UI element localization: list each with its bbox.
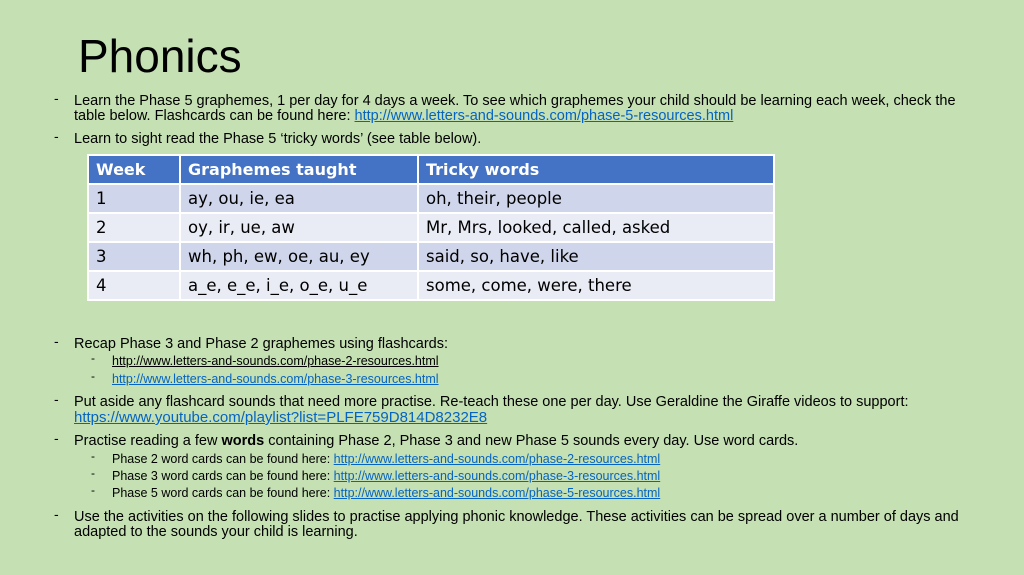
phase5-wordcards-link[interactable]: http://www.letters-and-sounds.com/phase-5-resources.html bbox=[333, 486, 661, 500]
sub-text: Phase 3 word cards can be found here: bbox=[112, 469, 334, 483]
cell-week: 2 bbox=[88, 213, 180, 242]
cell-graphemes: oy, ir, ue, aw bbox=[180, 213, 418, 242]
sub-bullet-phase5-wordcards bbox=[112, 486, 972, 500]
cell-tricky-words: some, come, were, there bbox=[418, 271, 774, 300]
bullet-tricky-words bbox=[74, 132, 974, 147]
bullet-activities bbox=[74, 510, 974, 540]
table-row bbox=[88, 184, 774, 213]
phase5-table bbox=[87, 154, 775, 301]
sub-bullet-phase3-flashcards bbox=[112, 372, 972, 386]
bullet-graphemes bbox=[74, 94, 974, 124]
bullet-text: Use the activities on the following slides to practise applying phonic knowledge. These activities can be spread over a number of days and adapted to the sounds your child is learning. bbox=[74, 509, 959, 540]
header-week: Week bbox=[88, 155, 180, 184]
cell-tricky-words: oh, their, people bbox=[418, 184, 774, 213]
cell-graphemes: wh, ph, ew, oe, au, ey bbox=[180, 242, 418, 271]
bullet-text: Put aside any flashcard sounds that need more practise. Re-teach these one per day. Use Geraldine the Giraffe videos to support: bbox=[74, 394, 909, 410]
slide-title: Phonics bbox=[78, 30, 242, 82]
sub-bullet-phase2-flashcards bbox=[112, 354, 972, 368]
table-row bbox=[88, 213, 774, 242]
cell-graphemes: a_e, e_e, i_e, o_e, u_e bbox=[180, 271, 418, 300]
bullet-text: Learn to sight read the Phase 5 ‘tricky words’ (see table below). bbox=[74, 131, 482, 147]
cell-week: 3 bbox=[88, 242, 180, 271]
youtube-playlist-link[interactable]: https://www.youtube.com/playlist?list=PLFE759D814D8232E8 bbox=[74, 409, 488, 426]
phase2-wordcards-link[interactable]: http://www.letters-and-sounds.com/phase-2-resources.html bbox=[333, 452, 661, 466]
cell-week: 1 bbox=[88, 184, 180, 213]
bullet-text-before: Practise reading a few bbox=[74, 433, 222, 449]
cell-tricky-words: Mr, Mrs, looked, called, asked bbox=[418, 213, 774, 242]
sub-bullet-phase2-wordcards bbox=[112, 452, 972, 466]
phase2-flashcards-link[interactable]: http://www.letters-and-sounds.com/phase-2-resources.html bbox=[112, 354, 439, 368]
header-tricky-words: Tricky words bbox=[418, 155, 774, 184]
bullet-bold-word: words bbox=[221, 433, 265, 449]
bullet-practise-words bbox=[74, 434, 974, 449]
bullet-text: Recap Phase 3 and Phase 2 graphemes using flashcards: bbox=[74, 336, 449, 352]
cell-graphemes: ay, ou, ie, ea bbox=[180, 184, 418, 213]
cell-tricky-words: said, so, have, like bbox=[418, 242, 774, 271]
table-row bbox=[88, 271, 774, 300]
bullet-recap bbox=[74, 337, 974, 352]
bullet-text-after: containing Phase 2, Phase 3 and new Phase 5 sounds every day. Use word cards. bbox=[264, 433, 799, 449]
header-graphemes: Graphemes taught bbox=[180, 155, 418, 184]
phase3-wordcards-link[interactable]: http://www.letters-and-sounds.com/phase-3-resources.html bbox=[333, 469, 661, 483]
sub-bullet-phase3-wordcards bbox=[112, 469, 972, 483]
sub-text: Phase 5 word cards can be found here: bbox=[112, 486, 334, 500]
table-header-row bbox=[88, 155, 774, 184]
cell-week: 4 bbox=[88, 271, 180, 300]
phase3-flashcards-link[interactable]: http://www.letters-and-sounds.com/phase-3-resources.html bbox=[112, 372, 439, 386]
table-row bbox=[88, 242, 774, 271]
sub-text: Phase 2 word cards can be found here: bbox=[112, 452, 334, 466]
bullet-text: Learn the Phase 5 graphemes, 1 per day for 4 days a week. To see which graphemes your child should be learning each week, check the table below. Flashcards can be found here: bbox=[74, 93, 956, 124]
phase5-resources-link[interactable]: http://www.letters-and-sounds.com/phase-5-resources.html bbox=[354, 108, 734, 124]
bullet-reteach bbox=[74, 395, 974, 426]
